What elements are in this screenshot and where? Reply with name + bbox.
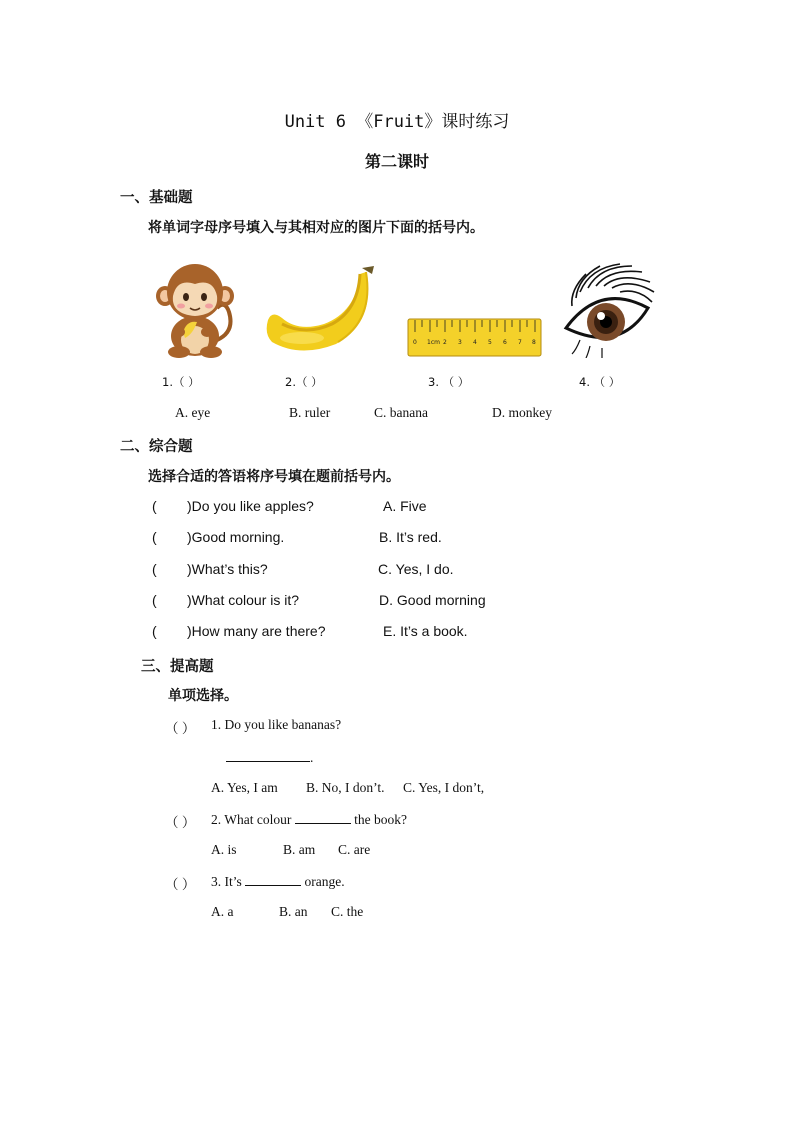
choice-option: C. are <box>338 842 371 857</box>
choice-option: C. Yes, I don’t, <box>403 780 485 795</box>
ruler-icon <box>407 318 542 358</box>
answer-blank <box>245 873 301 886</box>
section1-heading: 一、基础题 <box>120 190 193 206</box>
word-option: B. ruler <box>289 405 331 420</box>
answer-bracket: ( <box>152 498 157 514</box>
question-text: )How many are there? <box>187 623 326 639</box>
svg-text:1cm: 1cm <box>427 339 440 346</box>
svg-text:8: 8 <box>532 339 536 346</box>
section3-instruction: 单项选择。 <box>168 688 238 704</box>
answer-option: C. Yes, I do. <box>378 561 454 577</box>
answer-option: A. Five <box>383 498 427 514</box>
picture-label: 1.（ ） <box>162 375 200 389</box>
section2-heading: 二、综合题 <box>120 439 193 455</box>
answer-blank <box>295 811 351 824</box>
answer-bracket: （ ） <box>165 877 196 892</box>
svg-text:4: 4 <box>473 339 477 346</box>
answer-bracket: ( <box>152 623 157 639</box>
answer-bracket: ( <box>152 592 157 608</box>
answer-bracket: ( <box>152 561 157 577</box>
word-option: D. monkey <box>492 405 552 420</box>
word-option: A. eye <box>175 405 211 420</box>
section3-heading: 三、提高题 <box>141 659 214 675</box>
choice-option: A. a <box>211 904 234 919</box>
choice-option: B. No, I don’t. <box>306 780 385 795</box>
picture-label: 4. （ ） <box>579 375 621 389</box>
svg-text:3: 3 <box>458 339 462 346</box>
svg-text:7: 7 <box>518 339 522 346</box>
question-text: 1. Do you like bananas? <box>211 717 342 732</box>
word-option: C. banana <box>374 405 428 420</box>
picture-label: 2.（ ） <box>285 375 323 389</box>
choice-option: A. is <box>211 842 237 857</box>
answer-option: E. It’s a book. <box>383 623 468 639</box>
choice-option: A. Yes, I am <box>211 780 278 795</box>
choice-option: B. am <box>283 842 316 857</box>
answer-option: D. Good morning <box>379 592 486 608</box>
page-title: Unit 6 《Fruit》课时练习 <box>284 112 510 132</box>
section1-instruction: 将单词字母序号填入与其相对应的图片下面的括号内。 <box>148 220 484 236</box>
answer-blank: . <box>226 749 313 766</box>
answer-bracket: （ ） <box>165 721 196 736</box>
question-text: )What colour is it? <box>187 592 300 608</box>
svg-text:5: 5 <box>488 339 492 346</box>
question-text: )What’s this? <box>187 561 268 577</box>
choice-option: B. an <box>279 904 308 919</box>
monkey-icon <box>155 262 235 358</box>
section2-instruction: 选择合适的答语将序号填在题前括号内。 <box>148 469 400 485</box>
question-text: )Do you like apples? <box>187 498 314 514</box>
question-text: 3. It’s orange. <box>211 874 345 889</box>
eye-icon <box>560 262 656 358</box>
question-text: 2. What colour the book? <box>211 812 407 827</box>
page-subtitle: 第二课时 <box>364 152 429 171</box>
banana-icon <box>262 262 378 356</box>
svg-text:2: 2 <box>443 339 447 346</box>
answer-bracket: （ ） <box>165 815 196 830</box>
answer-bracket: ( <box>152 529 157 545</box>
question-text: )Good morning. <box>187 529 285 545</box>
choice-option: C. the <box>331 904 364 919</box>
answer-option: B. It’s red. <box>379 529 442 545</box>
picture-label: 3. （ ） <box>428 375 470 389</box>
svg-text:0: 0 <box>413 339 417 346</box>
svg-text:6: 6 <box>503 339 507 346</box>
